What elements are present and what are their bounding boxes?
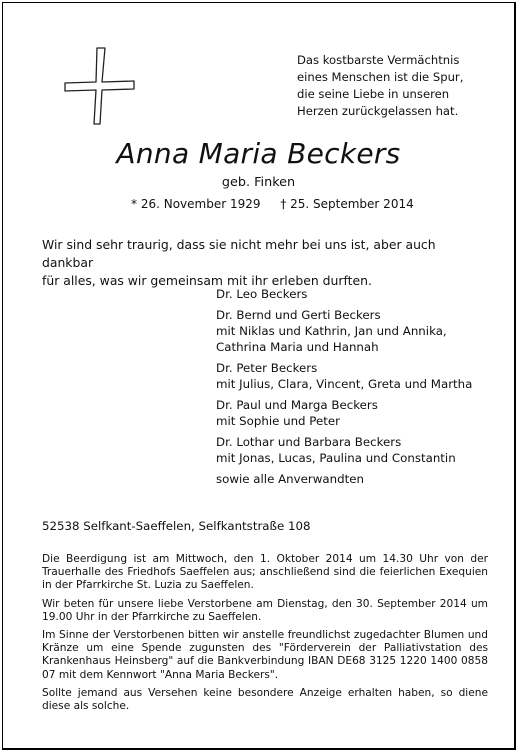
family-list (216, 286, 506, 487)
family-group (216, 286, 506, 302)
family-line: Dr. Bernd und Gerti Beckers (216, 308, 381, 322)
notice-paragraph: Wir beten für unsere liebe Verstorbene am Dienstag, den 30. September 2014 um 19.00 Uhr in der Pfarrkirche zu Saeffelen. (42, 597, 488, 623)
quote-line: Herzen zurückgelassen hat. (297, 104, 459, 118)
life-dates (131, 197, 414, 211)
obituary-notice (2, 2, 516, 750)
family-line: Cathrina Maria und Hannah (216, 340, 379, 354)
intro-text (42, 236, 482, 290)
family-group (216, 397, 506, 429)
death-date: † 25. September 2014 (280, 197, 414, 211)
family-line: mit Niklas und Kathrin, Jan und Annika, (216, 324, 447, 338)
family-line: Dr. Lothar und Barbara Beckers (216, 435, 402, 449)
address: 52538 Selfkant-Saeffelen, Selfkantstraße 108 (42, 519, 311, 533)
deceased-name: Anna Maria Beckers (116, 137, 401, 170)
notice-paragraph: Im Sinne der Verstorbenen bitten wir anstelle freundlichst zugedachter Blumen und Kränze um eine Spende zugunsten des "Förderverein der Palliativstation des Krankenhaus Heinsberg" auf die Bankverbindung IBAN DE68 3125 1220 1400 0858 07 mit dem Kennwort "Anna Maria Beckers". (42, 629, 488, 681)
family-line: mit Jonas, Lucas, Paulina und Constantin (216, 451, 456, 465)
family-group (216, 360, 506, 392)
family-group (216, 307, 506, 355)
intro-line: Wir sind sehr traurig, dass sie nicht mehr bei uns ist, aber auch dankbar (42, 237, 436, 270)
notice-paragraph: Sollte jemand aus Versehen keine besondere Anzeige erhalten haben, so diene diese als solche. (42, 686, 488, 713)
quote-line: Das kostbarste Vermächtnis (297, 53, 460, 67)
birth-date: * 26. November 1929 (131, 197, 261, 211)
maiden-name: geb. Finken (221, 175, 296, 190)
intro-line: für alles, was wir gemeinsam mit ihr erleben durften. (42, 273, 372, 288)
notice-paragraph: Die Beerdigung ist am Mittwoch, den 1. Oktober 2014 um 14.30 Uhr von der Trauerhalle des Friedhofs Saeffelen aus; anschließend sind die feierlichen Exequien in der Pfarrkirche St. Luzia zu Saeffelen. (42, 553, 488, 592)
quote-line: die seine Liebe in unseren (297, 87, 450, 101)
family-line: Dr. Leo Beckers (216, 287, 308, 301)
family-group (216, 434, 506, 466)
cross-icon (61, 45, 137, 127)
family-line: Dr. Peter Beckers (216, 361, 318, 375)
family-line: mit Sophie und Peter (216, 414, 340, 428)
family-others: sowie alle Anverwandten (216, 472, 364, 486)
family-line: Dr. Paul und Marga Beckers (216, 398, 378, 412)
quote (297, 52, 497, 120)
funeral-notices (42, 553, 488, 718)
quote-line: eines Menschen ist die Spur, (297, 70, 464, 84)
family-line: mit Julius, Clara, Vincent, Greta und Martha (216, 377, 473, 391)
